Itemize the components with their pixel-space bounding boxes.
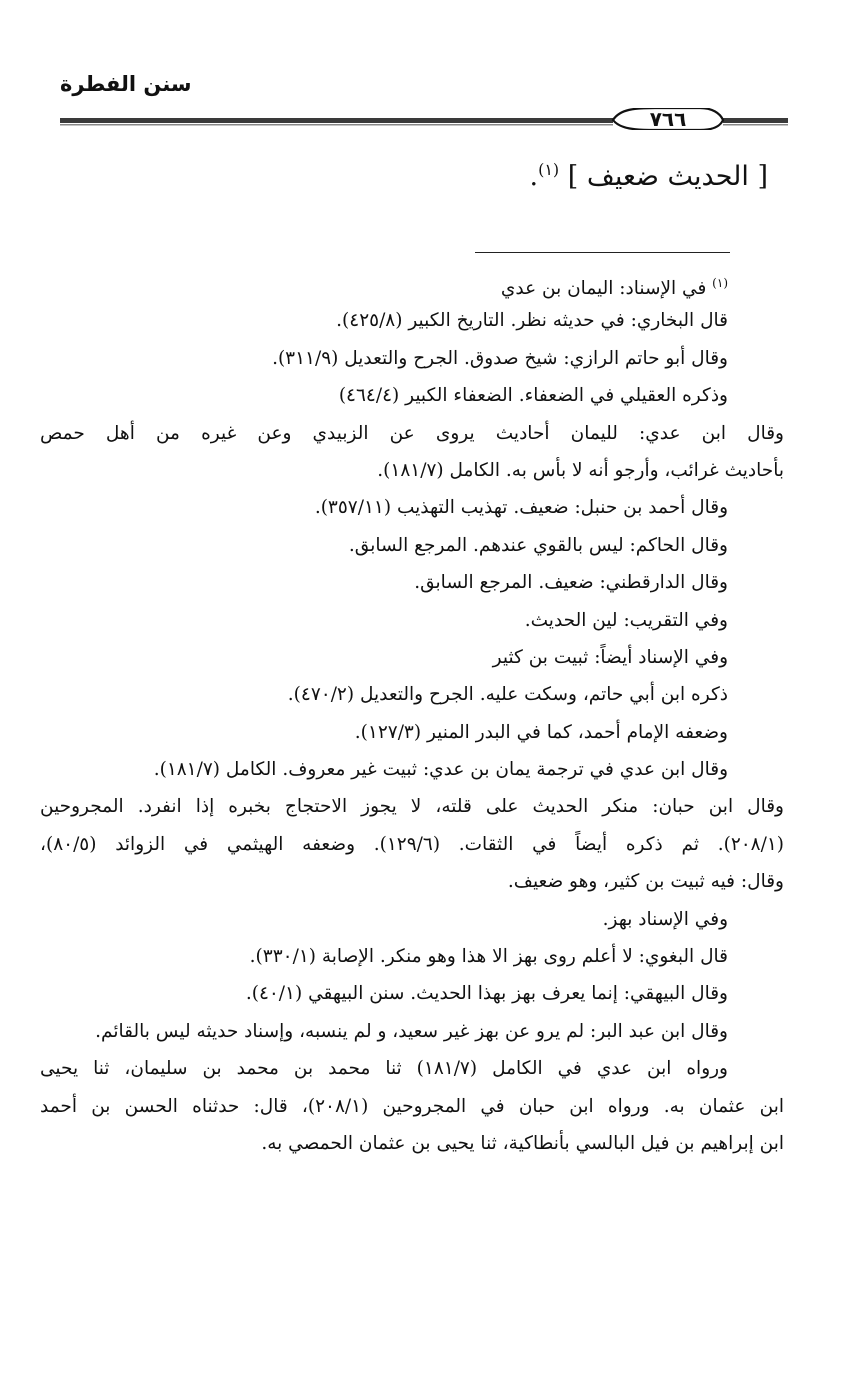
footnote-line-text: ذكره ابن أبي حاتم، وسكت عليه. الجرح والتعديل (٤٧٠/٢).	[287, 684, 728, 706]
footnote-line-text: وقال ابن عدي: لليمان أحاديث يروى عن الزبيدي وعن غيره من أهل حمص	[40, 422, 784, 444]
main-end-punct: .	[529, 161, 539, 192]
footnote-line	[40, 302, 784, 339]
footnote-line-text: وقال الدارقطني: ضعيف. المرجع السابق.	[414, 572, 728, 594]
footnote-line	[40, 489, 784, 526]
footnote-line	[40, 415, 784, 452]
footnote-line-text: وقال ابن عدي في ترجمة يمان بن عدي: ثبيت غير معروف. الكامل (١٨١/٧).	[153, 759, 728, 781]
footnote-line-text: وفي الإسناد بهز.	[602, 908, 728, 930]
footnote-line-text: وفي التقريب: لين الحديث.	[524, 609, 728, 631]
footnote-line-text: قال البخاري: في حديثه نظر. التاريخ الكبير (٤٢٥/٨).	[336, 310, 728, 332]
footnote-line-text: ابن عثمان به. ورواه ابن حبان في المجروحين (٢٠٨/١)، قال: حدثناه الحسن بن أحمد	[40, 1095, 784, 1117]
footnote-line-text: وضعفه الإمام أحمد، كما في البدر المنير (١٢٧/٣).	[354, 721, 728, 743]
footnote-line	[40, 714, 784, 751]
footnote-line-text: وقال أبو حاتم الرازي: شيخ صدوق. الجرح والتعديل (٣١١/٩).	[272, 347, 728, 369]
footnote-line-text: قال البغوي: لا أعلم روى بهز الا هذا وهو منكر. الإصابة (٣٣٠/١).	[249, 946, 728, 968]
running-title: سنن الفطرة	[60, 72, 192, 96]
footnote-line-text: ابن إبراهيم بن فيل البالسي بأنطاكية، ثنا يحيى بن عثمان الحمصي به.	[261, 1132, 784, 1154]
footnote-line	[40, 265, 784, 302]
footnote-line-text: في الإسناد: اليمان بن عدي	[500, 278, 707, 300]
main-text	[128, 160, 768, 192]
footnote-line	[40, 1050, 784, 1087]
footnote-line-text: بأحاديث غرائب، وأرجو أنه لا بأس به. الكامل (١٨١/٧).	[377, 459, 784, 481]
footnote-line	[40, 527, 784, 564]
footnote-line	[40, 901, 784, 938]
footnote-line	[40, 863, 784, 900]
footnote-line	[40, 1088, 784, 1125]
footnote-line-text: وقال البيهقي: إنما يعرف بهز بهذا الحديث. سنن البيهقي (٤٠/١).	[245, 983, 728, 1005]
footnote-line	[40, 826, 784, 863]
main-text-body: [ الحديث ضعيف ]	[567, 161, 768, 192]
footnote-line-text: وقال أحمد بن حنبل: ضعيف. تهذيب التهذيب (٣٥٧/١١).	[314, 497, 728, 519]
footnote-line	[40, 377, 784, 414]
footnote-line	[40, 788, 784, 825]
footnote-line	[40, 1013, 784, 1050]
footnote-line	[40, 676, 784, 713]
footnote-line	[40, 602, 784, 639]
footnote-line-text: وقال ابن حبان: منكر الحديث على قلته، لا يجوز الاحتجاج بخبره إذا انفرد. المجروحين	[40, 796, 784, 818]
footnote-line-text: وذكره العقيلي في الضعفاء. الضعفاء الكبير (٤٦٤/٤)	[338, 385, 728, 407]
footnote-list	[40, 265, 784, 1162]
footnote-line-text: وقال: فيه ثبيت بن كثير، وهو ضعيف.	[507, 871, 784, 893]
footnote-line-text: وفي الإسناد أيضاً: ثبيت بن كثير	[492, 646, 728, 668]
footnote-line	[40, 975, 784, 1012]
page-number: ٧٦٦	[649, 107, 687, 131]
main-note-marker: (١)	[538, 160, 560, 179]
footnote-line	[40, 340, 784, 377]
footnote-line	[40, 564, 784, 601]
footnote-divider	[475, 252, 730, 253]
footnote-line-text: وقال الحاكم: ليس بالقوي عندهم. المرجع السابق.	[348, 534, 728, 556]
footnote-line	[40, 639, 784, 676]
footnote-line	[40, 938, 784, 975]
footnote-line	[40, 1125, 784, 1162]
footnote-line-text: ورواه ابن عدي في الكامل (١٨١/٧) ثنا محمد بن محمد بن سليمان، ثنا يحيى	[40, 1058, 728, 1080]
footnote-line-text: وقال ابن عبد البر: لم يرو عن بهز غير سعيد، و لم ينسبه، وإسناد حديثه ليس بالقائم.	[95, 1020, 728, 1042]
footnote-line	[40, 452, 784, 489]
footnote-marker: (١)	[712, 276, 728, 290]
footnote-line	[40, 751, 784, 788]
footnote-line-text: (٢٠٨/١). ثم ذكره أيضاً في الثقات. (١٢٩/٦). وضعفه الهيثمي في الزوائد (٨٠/٥)،	[40, 833, 784, 855]
